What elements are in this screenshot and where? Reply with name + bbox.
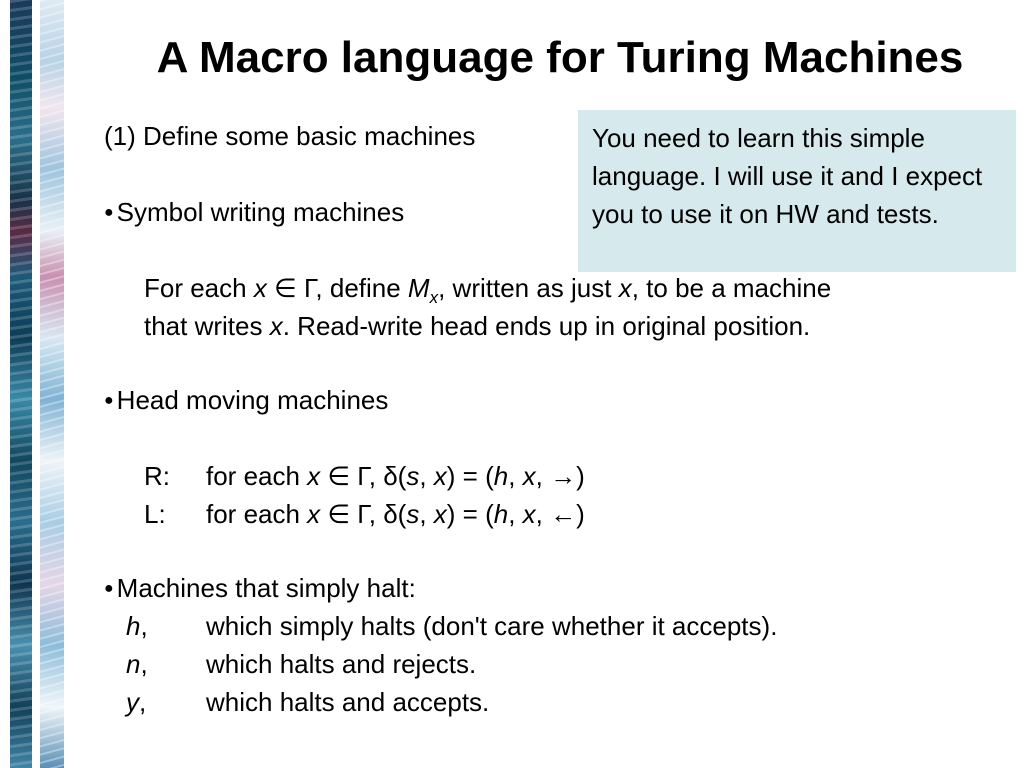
section-heading: (1) Define some basic machines xyxy=(104,121,476,151)
symbol-writing-line-2: that writes x. Read-write head ends up in original position. xyxy=(144,311,811,341)
decorative-strip-left xyxy=(10,0,32,768)
decorative-strip-right xyxy=(40,0,64,768)
halt-symbol-n: n, xyxy=(126,649,148,679)
bullet-label: Head moving machines xyxy=(116,385,389,415)
head-move-def-r: for each x ∈ Γ, δ(s, x) = (h, x, →) xyxy=(206,461,585,491)
bullet-label: Machines that simply halt: xyxy=(116,573,416,603)
slide-title: A Macro language for Turing Machines xyxy=(156,33,964,82)
head-move-name-l: L: xyxy=(144,499,166,529)
head-move-def-l: for each x ∈ Γ, δ(s, x) = (h, x, ←) xyxy=(206,499,585,529)
bullet-symbol-writing xyxy=(104,193,404,232)
halt-desc-h: which simply halts (don't care whether it accepts). xyxy=(206,611,778,641)
note-box: You need to learn this simple language. I will use it and I expect you to use it on HW and tests. xyxy=(578,110,1016,272)
bullet-label: Symbol writing machines xyxy=(116,197,405,227)
halt-desc-n: which halts and rejects. xyxy=(206,649,477,679)
head-move-name-r: R: xyxy=(144,461,170,491)
symbol-writing-line-1: For each x ∈ Γ, define $M_x$, written as just x, to be a machine xyxy=(144,273,832,307)
bullet-halting xyxy=(104,569,416,608)
halt-symbol-h: h, xyxy=(126,611,148,641)
bullet-dot-icon: ● xyxy=(104,392,114,409)
bullet-dot-icon: ● xyxy=(104,580,114,597)
halt-desc-y: which halts and accepts. xyxy=(206,687,490,717)
halt-symbol-y: y, xyxy=(126,687,147,717)
bullet-dot-icon: ● xyxy=(104,204,114,221)
bullet-head-moving xyxy=(104,381,388,420)
